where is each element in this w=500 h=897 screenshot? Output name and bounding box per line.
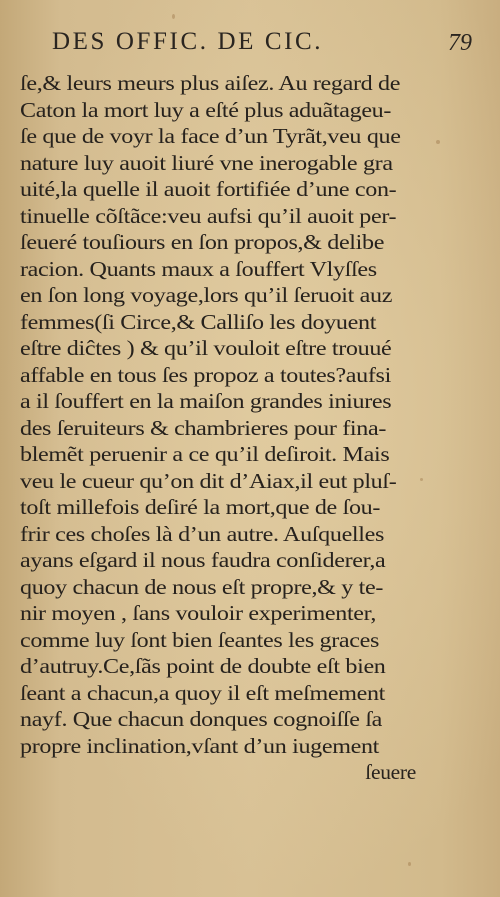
text-line: ſe que de voyr la face d’un Tyrãt,veu que — [20, 124, 401, 148]
text-line: eſtre diĉtes ) & qu’il vouloit eſtre trouué — [20, 336, 392, 360]
text-line: des ſeruiteurs & chambrieres pour fina- — [20, 415, 387, 440]
text-line: propre inclination,vſant d’un iugement — [20, 733, 380, 758]
text-line: a il ſouffert en la maiſon grandes iniures — [20, 389, 392, 413]
text-line: ſeueré touſiours en ſon propos,& delibe — [20, 230, 385, 254]
text-line: quoy chacun de nous eſt propre,& y te- — [20, 574, 384, 599]
text-line: racion. Quants maux a ſouffert Vlyſſes — [20, 256, 377, 281]
text-line: femmes(ſi Circe,& Calliſo les doyuent — [20, 309, 377, 334]
text-line: ſeant a chacun,a quoy il eſt meſmement — [20, 680, 386, 705]
paper-stain — [172, 14, 175, 19]
text-line: toſt millefois deſiré la mort,que de ſou- — [20, 495, 381, 519]
text-line: nir moyen , ſans vouloir experimenter, — [20, 601, 377, 625]
text-line: blemẽt peruenir a ce qu’il deſiroit. Mais — [20, 442, 390, 466]
text-line: veu le cueur qu’on dit d’Aiax,il eut pluſ- — [20, 468, 397, 493]
text-line: ayans eſgard il nous faudra conſiderer,a — [20, 548, 386, 572]
text-line: en ſon long voyage,lors qu’il ſeruoit auz — [20, 283, 393, 307]
text-line: comme luy ſont bien ſeantes les graces — [20, 627, 380, 652]
text-line: tinuelle cõſtãce:veu aufsi qu’il auoit per- — [20, 203, 397, 228]
text-line: Caton la mort luy a eſté plus aduãtageu- — [20, 97, 392, 122]
text-line: nature luy auoit liuré vne inerogable gra — [20, 150, 393, 175]
catchword: ſeuere — [365, 760, 416, 784]
folio-number: 79 — [448, 30, 472, 56]
text-line: uité,la quelle il auoit fortifiée d’une con- — [20, 177, 397, 201]
body-text — [20, 70, 420, 786]
running-title: DES OFFIC. DE CIC. — [52, 28, 324, 55]
text-line: frir ces choſes là d’un autre. Auſquelles — [20, 521, 385, 546]
text-line: affable en tous ſes propoz a toutes?aufsi — [20, 362, 391, 387]
text-line: d’autruy.Ce,ſãs point de doubte eſt bien — [20, 654, 386, 678]
text-line: ſe,& leurs meurs plus aiſez. Au regard de — [20, 71, 401, 95]
paper-stain — [408, 862, 411, 866]
running-head — [52, 28, 472, 64]
text-line: nayf. Que chacun donques cognoiſſe ſa — [20, 707, 383, 731]
